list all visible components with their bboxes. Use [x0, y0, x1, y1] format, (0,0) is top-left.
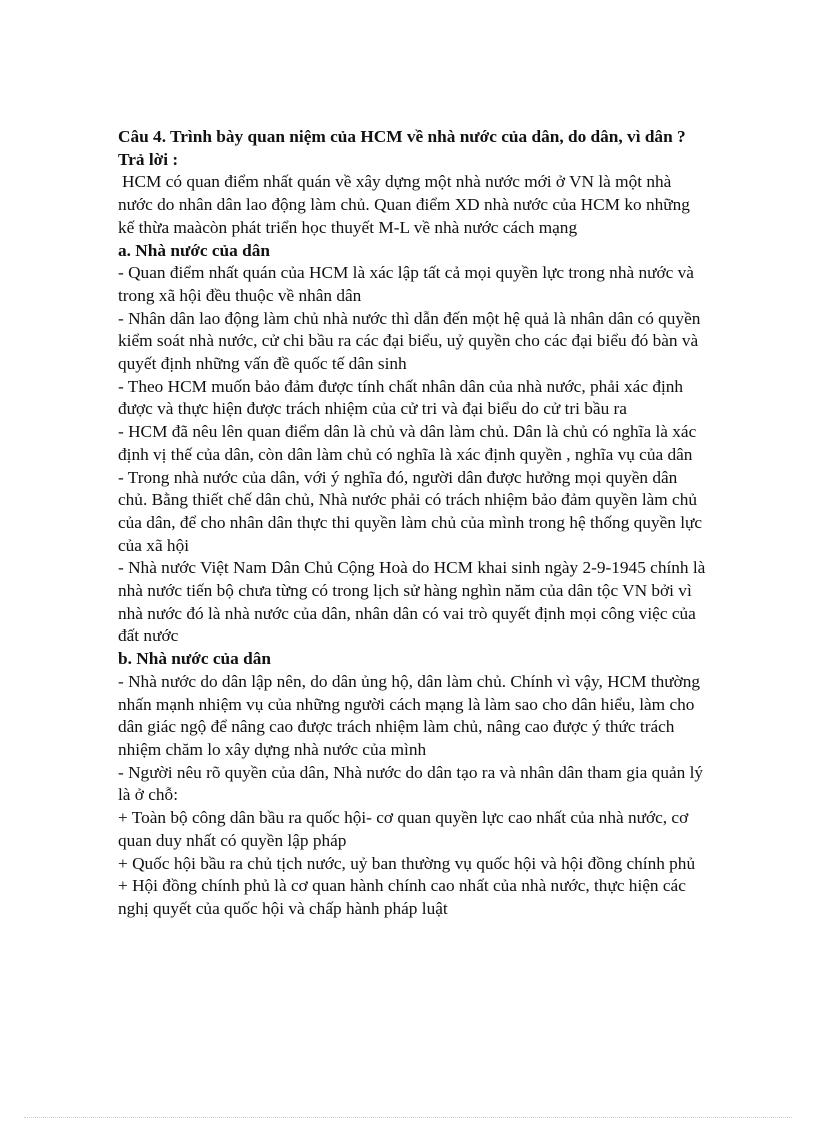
question-heading: Câu 4. Trình bày quan niệm của HCM về nhà nước của dân, do dân, vì dân ? [118, 127, 686, 146]
section-b-paragraph-2: - Người nêu rõ quyền của dân, Nhà nước do dân tạo ra và nhân dân tham gia quản lý là ở chỗ: [118, 762, 704, 805]
section-a-paragraph-1: - Quan điểm nhất quán của HCM là xác lập tất cả mọi quyền lực trong nhà nước và trong xã hội đều thuộc về nhân dân [118, 263, 694, 305]
section-b-paragraph-3: + Toàn bộ công dân bầu ra quốc hội- cơ quan quyền lực cao nhất của nhà nước, cơ quan duy nhất có quyền lập pháp [118, 808, 689, 850]
intro-paragraph: HCM có quan điểm nhất quán về xây dựng một nhà nước mới ở VN là một nhà nước do nhân dân lao động làm chủ. Quan điểm XD nhà nước của HCM ko những kế thừa maàcòn phát triển học thuyết M-L về nhà nước cách mạng [118, 172, 690, 237]
section-b-paragraph-5: + Hội đồng chính phủ là cơ quan hành chính cao nhất của nhà nước, thực hiện các nghị quyết của quốc hội và chấp hành pháp luật [118, 876, 686, 918]
section-a-paragraph-5: - Trong nhà nước của dân, với ý nghĩa đó, người dân được hưởng mọi quyền dân chủ. Bằng thiết chế dân chủ, Nhà nước phải có trách nhiệm bảo đảm quyền làm chủ của dân, để cho nhân dân thực thi quyền làm chủ của mình trong hệ thống quyền lực của xã hội [118, 467, 703, 555]
section-b-paragraph-1: - Nhà nước do dân lập nên, do dân ủng hộ, dân làm chủ. Chính vì vậy, HCM thường nhấn mạnh nhiệm vụ của những người cách mạng là làm sao cho dân hiểu, làm cho dân giác ngộ để nâng cao được trách nhiệm làm chủ, nâng cao được ý thức trách nhiệm chăm lo xây dựng nhà nước của mình [118, 671, 701, 759]
document-body [118, 126, 708, 921]
section-a-paragraph-3: - Theo HCM muốn bảo đảm được tính chất nhân dân của nhà nước, phải xác định được và thực hiện được trách nhiệm của cử tri và đại biểu do cử tri bầu ra [118, 376, 684, 419]
answer-label: Trả lời : [118, 149, 179, 169]
page-bottom-divider [24, 1117, 792, 1118]
section-a-paragraph-2: - Nhân dân lao động làm chủ nhà nước thì dẫn đến một hệ quả là nhân dân có quyền kiểm soát nhà nước, cử chi bầu ra các đại biểu, uỷ quyền cho các đại biểu đó bàn và quyết định những vấn đề quốc tế dân sinh [118, 308, 701, 374]
section-b-paragraph-4: + Quốc hội bầu ra chủ tịch nước, uỷ ban thường vụ quốc hội và hội đồng chính phủ [118, 853, 696, 873]
section-b-heading: b. Nhà nước của dân [118, 649, 271, 669]
section-a-paragraph-6: - Nhà nước Việt Nam Dân Chủ Cộng Hoà do HCM khai sinh ngày 2-9-1945 chính là nhà nước tiến bộ chưa từng có trong lịch sử hàng nghìn năm của dân tộc VN bởi vì nhà nước đó là nhà nước của dân, nhân dân có vai trò quyết định mọi công việc của đất nước [118, 558, 706, 646]
section-a-paragraph-4: - HCM đã nêu lên quan điểm dân là chủ và dân làm chủ. Dân là chủ có nghĩa là xác định vị thế của dân, còn dân làm chủ có nghĩa là xác định quyền , nghĩa vụ của dân [118, 422, 697, 464]
section-a-heading: a. Nhà nước của dân [118, 240, 270, 260]
